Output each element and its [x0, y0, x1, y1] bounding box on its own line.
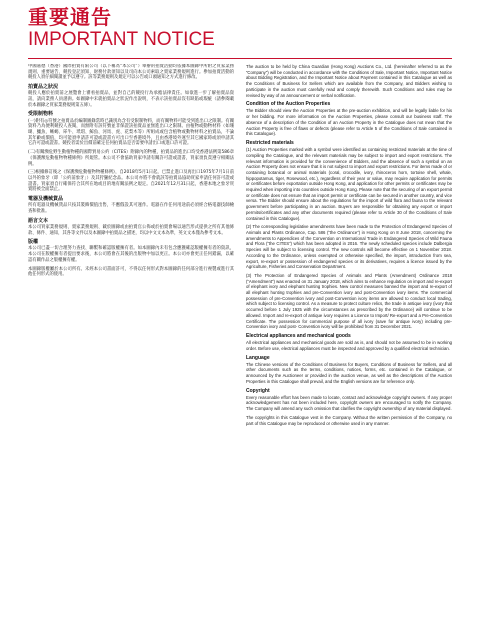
english-paragraph: The Chinese versions of the Conditions of Business for Buyers, Conditions of Business for Sellers, and all other documents such as the terms, conditions, notices, forms, etc. contained in the Catalogue, or announced by the Auctioneer or provided in the auction venue, as well as the descriptions of the Auction Properties in this Catalogue shall prevail, and the English versions are for reference only.	[246, 361, 452, 384]
english-paragraph: The auction to be held by China Guardian (Hong Kong) Auctions Co., Ltd. (hereinafter referred to as the “Company”) will be conducted in accordance with the Conditions of Sale, Important Notice, Important Notice about Bidding Registration, and the Important Notice about Payment contained in this Catalogue as well as the Conditions of Business for Sellers which are available from the Company, and Bidders wishing to participate in the auction must carefully read and comply therewith. Such Conditions and rules may be revised by way of an announcement or verbal notification.	[246, 64, 452, 98]
english-section-heading: Copyright	[246, 387, 270, 394]
chinese-paragraph: 中國嘉德（香港）國際拍賣有限公司（以下稱為“本公司”）舉辦的拍賣活動均依據本圖錄中所附之買家業務規則、重要通告、競投登記須知、財務付款須知以及司向本公司索取之賣家業務規則進行。參加拍賣活動的競投人須仔細閱讀並予以遵守。該等業務規則及規定可以公告或口頭通知之方式進行修改。	[28, 64, 234, 81]
chinese-section-heading: 拍賣品之狀況	[28, 84, 59, 91]
english-section-heading: Electrical appliances and mechanical goods	[246, 332, 351, 339]
chinese-section-heading: 語言文本	[28, 217, 49, 224]
page-title-chinese: 重要通告	[28, 5, 112, 29]
english-paragraph: (2) The corresponding legislative amendments have been made to the Protection of Endangered Species of Animals and Plants Ordinance, Cap. 586 (“the Ordinance”) in Hong Kong on 8 June 2018, concerning the amendments to Appendices of the Convention on International Trade in Endangered Species of Wild Fauna and Flora (“the CITES”) which has been adopted in 2016. The newly scheduled species include Dalbergia Species will be subject to licensing control. The new controls will become effective on 1 November 2018. According to the Ordinance, unless exempted or otherwise specified, the import, introduction from sea, export, re-export or possession of endangered species or its derivatives, requires a licence issued by the Agriculture, Fisheries and Conservation Department.	[246, 224, 452, 270]
page-header	[28, 6, 468, 52]
chinese-paragraph: 本圖錄版權屬於本公司所有。未經本公司書面許可，不得以任何形式對本圖錄的任何部分進行複製或進行其他任何形式的使用。	[28, 266, 234, 278]
english-paragraph: All electrical appliances and mechanical goods are sold as is, and should not be assumed to be in working order. Before use, electrical appliances must be inspected and approved by a qualified electrical technician.	[246, 340, 452, 351]
chinese-section-heading: 受限制物料	[28, 111, 54, 118]
chinese-section-heading: 版權	[28, 239, 39, 246]
chinese-paragraph: 本公司已盡一切合理努力查找、聯繫和確認版權擁有者。如本圖錄內未有包含應獲確認版權擁有者的資訊，本公司在版權擁有者提出要求後，本公司將會在其後的出版物中加以更正。本公司亦會更正任何錯漏，以確認有關作品之版權擁有權。	[28, 246, 234, 263]
english-section-heading: Condition of the Auction Properties	[246, 101, 331, 108]
chinese-paragraph: (二)有關瀕危野生動植物種的國際貿易公約（CITES）附錄內的物種，拍賣品的進出口均受香港法例第586章《保護瀕危動植物物種條例》所規管。本公司不會協助買家申請有關許可證或證書，買家須負責遵守相關法例。	[28, 150, 234, 167]
english-paragraph: The Bidder should view the Auction Properties at the pre-auction exhibition, and will be legally liable for his or her bidding. For more information on the Auction Properties, please consult our business staff. The absence of a description of the Condition of an Auction Property in the Catalogue does not mean that the Auction Property is free of flaws or defects (please refer to Article 5 of the Conditions of Sale contained in this Catalogue).	[246, 108, 452, 137]
chinese-section-heading: 電器及機械貨品	[28, 196, 64, 203]
english-paragraph: The copyrights in this Catalogue vest in the Company. Without the written permission of the Company, no part of this Catalogue may be reproduced or otherwise used in any manner.	[246, 414, 452, 426]
chinese-paragraph: (一)附有◎符號之拍賣品於編制圖錄當時已識別為含有受限制物料，而有關物料可能受到進出口之限制。有關資料乃為便利競投人查閱，而無附有該符號並非保證該拍賣品並無進出口之限制。由植物或動物材料（如珊瑚、鱷魚、蜥蜴、犀牛、玳瑁、鯨魚、河馬、虎、花梨木等）所組成或包含植物或動物材料之拍賣品，不論其年齡或價值，均可能須申請許可證或證書方可出口至香港境外，且由香港境外運至其它國家時或須申請其它許可證或證書。競投者需於出價前確定任何拍賣品是否需要申請出口或進口許可證。	[28, 118, 234, 147]
page-title-english: IMPORTANT NOTICE	[28, 29, 215, 50]
title-divider	[28, 58, 452, 59]
english-paragraph: Every reasonable effort has been made to locate, contact and acknowledge copyright owners. If any proper acknowledgement has not been included here, copyright owners are encouraged to notify the Company. The Company will amend any such omission that clarifies the copyright ownership of any material displayed.	[246, 394, 452, 412]
english-text-column	[246, 64, 452, 612]
chinese-paragraph: (三)根據修訂後之《保護瀕危動植物物種條例》，自2018年5月1日起，已禁止進口及再出口1975年7月1日前以外的象牙（即「公約前象牙」）及其狩獵紀念品。本公司亦將不會就該等拍賣品協助買家申請任何許可證或證書。買家須自行確保符合其所在地或目的地有關法例之規定。自2021年12月31日起，香港本地之象牙買賣將被全面禁止。	[28, 170, 234, 193]
english-paragraph: (3) The Protection of Endangered Species of Animals and Plants (Amendment) Ordinance 2018 (“Amendment”) was enacted on 31 January 2018, which aims to enhance regulation on import and re-export of elephant ivory and elephant hunting trophies. New control measures banned the import and re-export of all elephant hunting trophies and pre-Convention ivory and post-Convention ivory items. The commercial possession of pre-Convention ivory and post-Convention ivory items are allowed to conduct local trading, which subject to licensing control. As a measure to protect culture relics, the trade in antique ivory (ivory that occurred before 1 July 1925 with the circumstances as prescribed by the Ordinance) will continue to be allowed. Import and re-export of antique ivory requires a Licence to Import/ Re-export and a Pre-Convention Certificate. The possession for commercial purpose of all ivory (save for antique ivory) including pre-Convention ivory and post- Convention ivory will be prohibited from 31 December 2021.	[246, 272, 452, 330]
chinese-paragraph: 競投人應於拍賣前之展覽會上審看拍賣品，並對自己的競投行為承擔法律責任。如欲進一步了解拍賣品資訊，請向業務人員諮詢。如圖錄中未就拍賣品之狀況作出說明，不表示該拍賣品沒有缺陷或瑕疵（請參閱載於本圖錄之買家業務規則第五條）。	[28, 91, 234, 108]
chinese-paragraph: 本公司買家業務規則、賣家業務規則、載於圖錄或由拍賣官公佈或於拍賣會場以通告形式提供之所有其他條款、條件、通知，其各等文件以及本圖錄中拍賣品之描述，均以中文文本為準，英文文本僅為參考文本。	[28, 224, 234, 236]
english-section-heading: Language	[246, 354, 270, 361]
chinese-text-column	[28, 64, 234, 612]
chinese-paragraph: 所有電器及機械貨品只按其裝飾價值出售，不應假設其可運作。電器在作任何用途前必須經合格電器技師檢查和批准。	[28, 203, 234, 214]
english-paragraph: (1) Auction Properties marked with a symbol were identified as containing restricted materials at the time of compiling the Catalogue, and the relevant materials may be subject to import and export restrictions. The relevant information is provided for the convenience of Bidders, and the absence of such a symbol on an Auction Property does not ensure that it is not subject to import and export restrictions. For items made of or containing botanical or animal materials (coral, crocodile, ivory, rhinoceros horn, tortoise shell, whale, hippopotamus, tiger, Rosewood, etc.), regardless of their year or value, may require application for permits or certificates before exportation outside Hong Kong, and application for other permits or certificates may be required when importing into countries outside Hong Kong. Please note that the securing of an export permit or certificate does not ensure that an import permit or certificate can be secured in another country, and vice versa. The Bidder should ensure about the regulations for the import of wild flora and fauna to the relevant government before participating in an auction. Buyers are responsible for obtaining any export or import permits/certificates and any other documents required (please refer to Article 30 of the Conditions of Sale contained in this Catalogue).	[246, 147, 452, 221]
english-section-heading: Restricted materials	[246, 139, 294, 146]
